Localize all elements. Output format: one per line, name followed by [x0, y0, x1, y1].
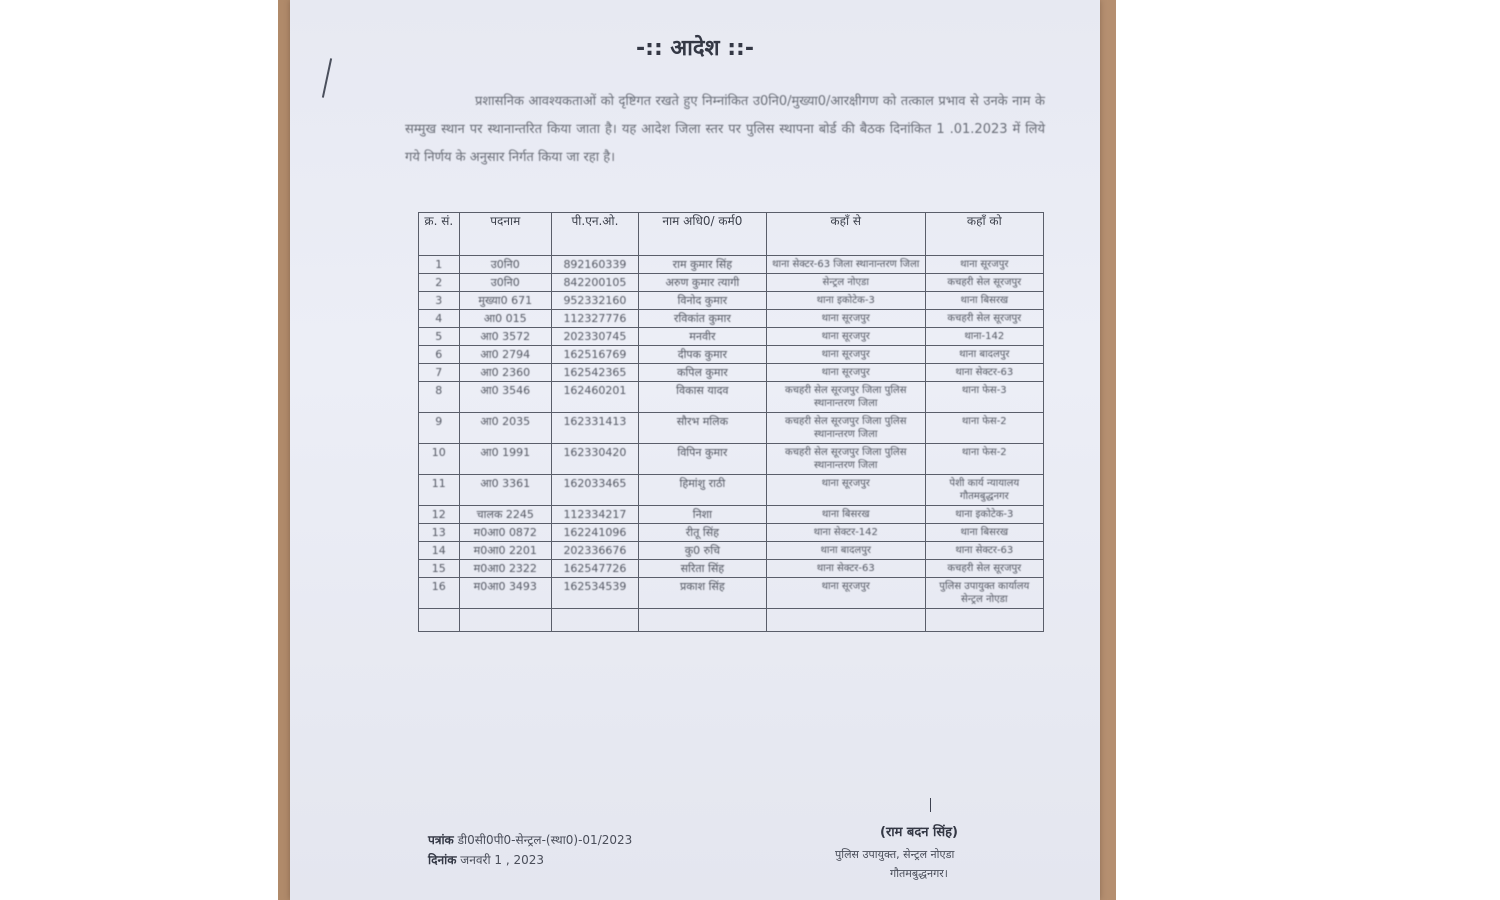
table-cell	[925, 609, 1043, 632]
column-header: पी.एन.ओ.	[551, 213, 638, 256]
table-cell: विनोद कुमार	[638, 292, 766, 310]
table-cell: थाना सूरजपुर	[766, 346, 925, 364]
table-cell: म0आ0 2322	[459, 560, 551, 578]
table-cell: रविकांत कुमार	[638, 310, 766, 328]
table-cell: थाना बिसरख	[925, 292, 1043, 310]
table-cell: 16	[419, 578, 460, 609]
table-cell: 10	[419, 444, 460, 475]
table-cell: आ0 3546	[459, 382, 551, 413]
table-cell: कचहरी सेल सूरजपुर जिला पुलिस स्थानान्तरण जिला	[766, 444, 925, 475]
order-document	[290, 0, 1100, 900]
reference-date-line	[428, 850, 632, 870]
table-cell: अरुण कुमार त्यागी	[638, 274, 766, 292]
table-cell: मुख्या0 671	[459, 292, 551, 310]
table-cell: थाना इकोटेक-3	[925, 506, 1043, 524]
table-row	[419, 310, 1044, 328]
table-cell: दीपक कुमार	[638, 346, 766, 364]
table-cell: 11	[419, 475, 460, 506]
table-cell: थाना सूरजपुर	[766, 578, 925, 609]
reference-number: डी0सी0पी0-सेन्ट्रल-(स्था0)-01/2023	[457, 833, 633, 847]
table-cell: मनवीर	[638, 328, 766, 346]
table-cell: 952332160	[551, 292, 638, 310]
table-cell: 162534539	[551, 578, 638, 609]
table-cell: 162331413	[551, 413, 638, 444]
table-cell: आ0 2035	[459, 413, 551, 444]
table-cell	[459, 609, 551, 632]
column-header: कहाँ को	[925, 213, 1043, 256]
table-cell: उ0नि0	[459, 256, 551, 274]
table-cell: म0आ0 3493	[459, 578, 551, 609]
table-cell: 112327776	[551, 310, 638, 328]
table-row	[419, 578, 1044, 609]
table-cell: थाना सूरजपुर	[766, 310, 925, 328]
table-row	[419, 274, 1044, 292]
table-cell: प्रकाश सिंह	[638, 578, 766, 609]
table-cell: 15	[419, 560, 460, 578]
table-cell: आ0 3361	[459, 475, 551, 506]
table-cell: सरिता सिंह	[638, 560, 766, 578]
table-cell: थाना सेक्टर-142	[766, 524, 925, 542]
table-row	[419, 475, 1044, 506]
reference-date-label: दिनांक	[428, 853, 457, 867]
table-cell: थाना सूरजपुर	[766, 364, 925, 382]
table-row	[419, 382, 1044, 413]
table-cell: 162542365	[551, 364, 638, 382]
table-row	[419, 542, 1044, 560]
table-body	[419, 256, 1044, 632]
table-cell: कचहरी सेल सूरजपुर	[925, 274, 1043, 292]
column-header: कहाँ से	[766, 213, 925, 256]
table-cell: 7	[419, 364, 460, 382]
table-cell: कपिल कुमार	[638, 364, 766, 382]
document-title: -:: आदेश ::-	[636, 36, 754, 61]
table-cell: सेन्ट्रल नोएडा	[766, 274, 925, 292]
table-row	[419, 256, 1044, 274]
column-header: क्र. सं.	[419, 213, 460, 256]
table-cell: थाना फेस-2	[925, 444, 1043, 475]
table-row	[419, 328, 1044, 346]
table-cell	[551, 609, 638, 632]
reference-number-line	[428, 830, 632, 850]
table-row	[419, 609, 1044, 632]
table-cell: उ0नि0	[459, 274, 551, 292]
table-cell: चालक 2245	[459, 506, 551, 524]
designation-line-1: पुलिस उपायुक्त, सेन्ट्रल नोएडा	[835, 848, 955, 861]
table-cell: 14	[419, 542, 460, 560]
table-cell: थाना-142	[925, 328, 1043, 346]
table-cell: थाना फेस-2	[925, 413, 1043, 444]
table-cell: आ0 2794	[459, 346, 551, 364]
table-row	[419, 444, 1044, 475]
table-cell: 1	[419, 256, 460, 274]
table-cell: थाना सूरजपुर	[766, 475, 925, 506]
table-cell: 162460201	[551, 382, 638, 413]
table-cell: थाना इकोटेक-3	[766, 292, 925, 310]
table-cell: कचहरी सेल सूरजपुर	[925, 560, 1043, 578]
table-cell: थाना सूरजपुर	[766, 328, 925, 346]
reference-block	[428, 830, 632, 870]
table-row	[419, 413, 1044, 444]
table-cell: 2	[419, 274, 460, 292]
transfer-table	[418, 212, 1044, 632]
table-cell: पुलिस उपायुक्त कार्यालय सेन्ट्रल नोएडा	[925, 578, 1043, 609]
table-cell: थाना बिसरख	[766, 506, 925, 524]
table-row	[419, 560, 1044, 578]
table-cell: निशा	[638, 506, 766, 524]
table-row	[419, 524, 1044, 542]
table-cell: थाना फेस-3	[925, 382, 1043, 413]
table-cell: आ0 2360	[459, 364, 551, 382]
table-cell: कचहरी सेल सूरजपुर जिला पुलिस स्थानान्तरण जिला	[766, 413, 925, 444]
table-cell: थाना बिसरख	[925, 524, 1043, 542]
signatory-name: (राम बदन सिंह)	[880, 825, 958, 840]
table-cell: 842200105	[551, 274, 638, 292]
order-paragraph: प्रशासनिक आवश्यकताओं को दृष्टिगत रखते हुए निम्नांकित उ0नि0/मुख्या0/आरक्षीगण को तत्काल प्रभाव से उनके नाम के सम्मुख स्थान पर स्थानान्तरित किया जाता है। यह आदेश जिला स्तर पर पुलिस स्थापना बोर्ड की बैठक दिनांकित 1 .01.2023 में लिये गये निर्णय के अनुसार निर्गत किया जा रहा है।	[405, 94, 1045, 165]
table-cell: 162241096	[551, 524, 638, 542]
table-cell: 12	[419, 506, 460, 524]
table-row	[419, 346, 1044, 364]
table-cell: थाना बादलपुर	[925, 346, 1043, 364]
table-cell: 9	[419, 413, 460, 444]
table-cell: रीतू सिंह	[638, 524, 766, 542]
table-header-row	[419, 213, 1044, 256]
reference-number-label: पत्रांक	[428, 833, 454, 847]
table-cell: 162330420	[551, 444, 638, 475]
signatory-designation	[835, 845, 954, 883]
table-cell: कचहरी सेल सूरजपुर	[925, 310, 1043, 328]
table-row	[419, 292, 1044, 310]
column-header: पदनाम	[459, 213, 551, 256]
table-cell: थाना सेक्टर-63	[925, 364, 1043, 382]
table-cell: 892160339	[551, 256, 638, 274]
table-cell: 4	[419, 310, 460, 328]
table-cell: विपिन कुमार	[638, 444, 766, 475]
table-cell: थाना सूरजपुर	[925, 256, 1043, 274]
table-row	[419, 364, 1044, 382]
table-cell: 13	[419, 524, 460, 542]
table-cell: आ0 1991	[459, 444, 551, 475]
table-cell	[766, 609, 925, 632]
table-cell: 5	[419, 328, 460, 346]
pen-mark	[322, 58, 332, 98]
table-cell: कु0 रुचि	[638, 542, 766, 560]
table-row	[419, 506, 1044, 524]
table-cell: 162547726	[551, 560, 638, 578]
designation-line-2: गौतमबुद्धनगर।	[890, 867, 948, 880]
table-cell	[638, 609, 766, 632]
table-cell: 202336676	[551, 542, 638, 560]
table-cell: 162516769	[551, 346, 638, 364]
table-cell: कचहरी सेल सूरजपुर जिला पुलिस स्थानान्तरण जिला	[766, 382, 925, 413]
table-cell: सौरभ मलिक	[638, 413, 766, 444]
table-cell: पेशी कार्य न्यायालय गौतमबुद्धनगर	[925, 475, 1043, 506]
table-cell: 3	[419, 292, 460, 310]
table-cell: थाना सेक्टर-63	[766, 560, 925, 578]
table-cell: 8	[419, 382, 460, 413]
table-cell: हिमांशु राठी	[638, 475, 766, 506]
table-cell: थाना सेक्टर-63	[925, 542, 1043, 560]
table-cell: म0आ0 2201	[459, 542, 551, 560]
table-cell: राम कुमार सिंह	[638, 256, 766, 274]
table-cell: 112334217	[551, 506, 638, 524]
table-cell: 6	[419, 346, 460, 364]
table-cell: आ0 3572	[459, 328, 551, 346]
table-cell: विकास यादव	[638, 382, 766, 413]
table-cell: 202330745	[551, 328, 638, 346]
table-cell: आ0 015	[459, 310, 551, 328]
table-cell: थाना बादलपुर	[766, 542, 925, 560]
table-cell	[419, 609, 460, 632]
column-header: नाम अधि0/ कर्म0	[638, 213, 766, 256]
table-cell: थाना सेक्टर-63 जिला स्थानान्तरण जिला	[766, 256, 925, 274]
reference-date: जनवरी 1 , 2023	[460, 853, 544, 867]
signature-mark	[930, 798, 931, 812]
table-cell: म0आ0 0872	[459, 524, 551, 542]
table-cell: 162033465	[551, 475, 638, 506]
